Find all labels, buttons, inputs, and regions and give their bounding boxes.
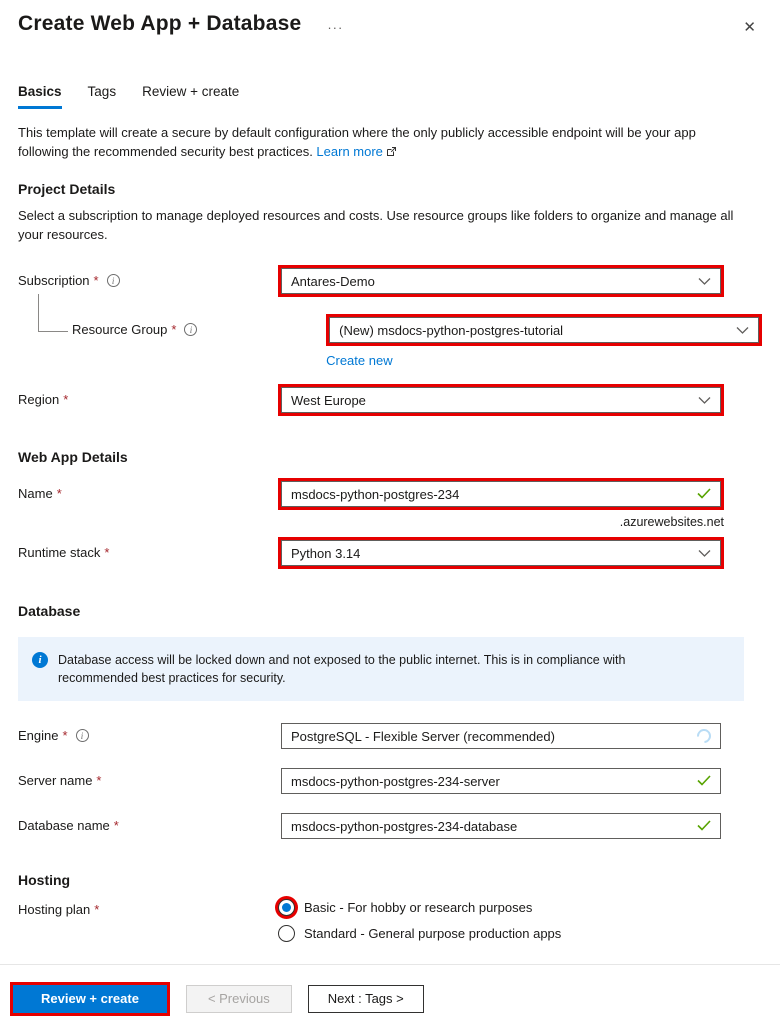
info-icon[interactable]: i <box>76 729 89 742</box>
external-link-icon <box>386 144 397 163</box>
subscription-field <box>278 265 724 297</box>
engine-input[interactable] <box>281 723 721 749</box>
required-asterisk: * <box>63 392 69 407</box>
info-icon: i <box>32 652 48 668</box>
radio-basic-label: Basic - For hobby or research purposes <box>304 900 533 915</box>
region-value: West Europe <box>291 392 366 408</box>
footer-bar <box>0 964 780 1032</box>
intro-text <box>18 124 744 162</box>
database-heading: Database <box>18 603 81 619</box>
database-name-field <box>278 810 724 842</box>
hosting-plan-options <box>278 899 724 951</box>
name-input[interactable] <box>281 481 721 507</box>
resource-group-value: (New) msdocs-python-postgres-tutorial <box>339 322 564 338</box>
name-value: msdocs-python-postgres-234 <box>291 486 460 502</box>
checkmark-icon <box>697 487 711 502</box>
runtime-stack-row <box>18 537 762 569</box>
region-label-text: Region <box>18 392 60 407</box>
project-details-heading: Project Details <box>18 181 116 197</box>
runtime-stack-dropdown[interactable] <box>281 540 721 566</box>
field-wrap <box>278 810 724 842</box>
runtime-stack-label <box>18 537 278 560</box>
hosting-heading: Hosting <box>18 872 71 888</box>
chevron-down-icon <box>698 546 711 561</box>
header <box>18 12 762 38</box>
chevron-down-icon <box>698 393 711 408</box>
info-banner <box>18 637 744 701</box>
region-dropdown[interactable] <box>281 387 721 413</box>
tree-connector <box>38 294 68 332</box>
hosting-plan-row <box>18 899 762 951</box>
chevron-down-icon <box>736 323 749 338</box>
review-create-button[interactable]: Review + create <box>13 985 167 1013</box>
resource-group-label <box>72 314 326 337</box>
annotation-box <box>10 982 170 1016</box>
annotation-box <box>278 265 724 297</box>
database-name-value: msdocs-python-postgres-234-database <box>291 818 518 834</box>
annotation-box <box>326 314 762 346</box>
resource-group-row <box>18 314 762 370</box>
region-field <box>278 384 724 416</box>
loading-spinner-icon <box>694 726 714 746</box>
checkmark-icon <box>697 819 711 834</box>
database-name-label <box>18 810 278 833</box>
name-field <box>278 478 724 529</box>
server-name-label <box>18 765 278 788</box>
runtime-stack-field <box>278 537 724 569</box>
engine-label-text: Engine <box>18 728 59 743</box>
runtime-stack-value: Python 3.14 <box>291 545 361 561</box>
required-asterisk: * <box>96 773 102 788</box>
radio-basic-plan[interactable] <box>278 899 724 916</box>
field-wrap <box>278 720 724 752</box>
info-banner-text: Database access will be locked down and not exposed to the public internet. This is in compliance with recommended best practices for security. <box>58 653 626 685</box>
next-tags-button[interactable]: Next : Tags > <box>308 985 424 1013</box>
required-asterisk: * <box>104 545 110 560</box>
server-name-input[interactable] <box>281 768 721 794</box>
tab-basics[interactable]: Basics <box>18 84 62 109</box>
tab-tags[interactable]: Tags <box>87 84 117 99</box>
database-name-label-text: Database name <box>18 818 110 833</box>
subscription-label-text: Subscription <box>18 273 90 288</box>
web-app-details-heading: Web App Details <box>18 449 128 465</box>
project-details-description: Select a subscription to manage deployed resources and costs. Use resource groups like folders to organize and manage all your resources. <box>18 208 734 242</box>
required-asterisk: * <box>171 322 177 337</box>
close-icon[interactable]: ✕ <box>743 19 756 36</box>
domain-suffix: .azurewebsites.net <box>619 515 724 529</box>
more-options-icon[interactable]: ··· <box>327 20 344 35</box>
required-asterisk: * <box>94 902 100 917</box>
page-title: Create Web App + Database <box>18 12 302 35</box>
subscription-value: Antares-Demo <box>291 273 375 289</box>
server-name-value: msdocs-python-postgres-234-server <box>291 773 500 789</box>
tab-review-create[interactable]: Review + create <box>142 84 240 99</box>
name-row <box>18 478 762 529</box>
annotation-box <box>278 537 724 569</box>
subscription-row <box>18 265 762 297</box>
subscription-dropdown[interactable] <box>281 268 721 294</box>
chevron-down-icon <box>698 274 711 289</box>
name-label <box>18 478 278 501</box>
server-name-row <box>18 765 762 797</box>
required-asterisk: * <box>93 273 99 288</box>
radio-selected-icon[interactable] <box>278 899 295 916</box>
required-asterisk: * <box>113 818 119 833</box>
resource-group-field <box>326 314 762 370</box>
radio-unselected-icon[interactable] <box>278 925 295 942</box>
annotation-box <box>278 478 724 510</box>
tab-bar <box>18 84 762 109</box>
learn-more-link[interactable]: Learn more <box>316 143 383 159</box>
engine-field <box>278 720 724 752</box>
required-asterisk: * <box>62 728 68 743</box>
server-name-label-text: Server name <box>18 773 93 788</box>
name-label-text: Name <box>18 486 53 501</box>
engine-label <box>18 720 278 743</box>
engine-value: PostgreSQL - Flexible Server (recommended) <box>291 728 555 744</box>
info-icon[interactable]: i <box>184 323 197 336</box>
annotation-box <box>278 384 724 416</box>
previous-button[interactable]: < Previous <box>186 985 292 1013</box>
create-new-link[interactable]: Create new <box>326 353 393 368</box>
runtime-stack-label-text: Runtime stack <box>18 545 101 560</box>
radio-standard-plan[interactable] <box>278 925 724 942</box>
hosting-plan-label-text: Hosting plan <box>18 902 91 917</box>
subscription-label <box>18 265 278 288</box>
info-icon[interactable]: i <box>107 274 120 287</box>
database-name-row <box>18 810 762 842</box>
engine-row <box>18 720 762 752</box>
resource-group-label-text: Resource Group <box>72 322 168 337</box>
resource-group-dropdown[interactable] <box>329 317 759 343</box>
intro-body: This template will create a secure by default configuration where the only publicly accessible endpoint will be your app following the recommended security best practices. <box>18 125 696 159</box>
database-name-input[interactable] <box>281 813 721 839</box>
checkmark-icon <box>697 774 711 789</box>
region-label <box>18 384 278 407</box>
required-asterisk: * <box>56 486 62 501</box>
radio-standard-label: Standard - General purpose production apps <box>304 926 562 941</box>
server-name-field <box>278 765 724 797</box>
field-wrap <box>278 765 724 797</box>
region-row <box>18 384 762 416</box>
hosting-plan-label <box>18 899 278 917</box>
